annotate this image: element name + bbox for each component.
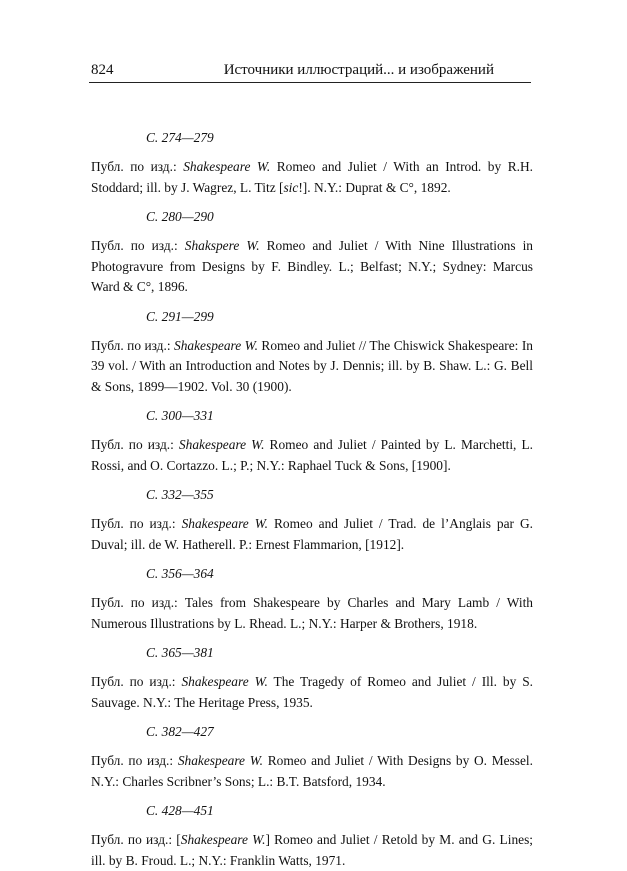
entry-text: Публ. по изд.: Shakespeare W. Romeo and Juliet / With Designs by O. Messel. N.Y.: Charles Scribner’s Sons; L.: B.T. Batsford, 1934. (91, 753, 534, 789)
source-entry (91, 644, 533, 713)
entry-text: Публ. по изд.: Shakspere W. Romeo and Juliet / With Nine Illustrations in Photogravure from Designs by F. Bindley. L.; Belfast; N.Y.; Sydney: Marcus Ward & C°, 1896. (91, 238, 533, 294)
entry-pages: С. 332—355 (146, 487, 214, 502)
source-entry (91, 129, 533, 198)
source-entry (91, 486, 533, 555)
sic-mark: sic (283, 179, 299, 195)
entry-author: Shakespeare W. (181, 516, 268, 531)
entry-author: Shakspere W. (184, 238, 260, 253)
entry-text: Публ. по изд.: Shakespeare W. Romeo and Juliet // The Chiswick Shakespeare: In 39 vol. / With an Introduction and Notes by J. Dennis; ill. by B. Shaw. L.: G. Bell & Sons, 1899—1902. Vol. 30 (1900). (91, 337, 533, 394)
entry-pages: С. 365—381 (146, 645, 214, 660)
entry-pages: С. 428—451 (146, 803, 214, 818)
entry-pages: С. 280—290 (146, 209, 214, 224)
source-list (91, 129, 533, 871)
entry-text: Публ. по изд.: Shakespeare W. Romeo and Juliet / With an Introd. by R.H. Stoddard; ill. by J. Wagrez, L. Titz [sic!]. N.Y.: Duprat & C°, 1892. (91, 159, 533, 195)
entry-author: Shakespeare W. (174, 337, 258, 353)
source-entry (91, 407, 533, 476)
entry-pages: С. 291—299 (146, 308, 214, 324)
entry-author: Shakespeare W. (180, 832, 266, 847)
source-entry (91, 802, 533, 871)
entry-text: Публ. по изд.: Shakespeare W. Romeo and Juliet / Painted by L. Marchetti, L. Rossi, and O. Cortazzo. L.; P.; N.Y.: Raphael Tuck & Sons, [1900]. (91, 437, 534, 473)
running-title: Источники иллюстраций... и изображений (223, 62, 494, 78)
source-entry (91, 565, 533, 634)
source-entry (91, 208, 533, 298)
source-entry (91, 308, 533, 398)
entry-pages: С. 274—279 (146, 130, 214, 145)
entry-author: Shakespeare W. (178, 437, 265, 452)
source-entry (91, 723, 533, 792)
entry-author: Shakespeare W. (183, 159, 271, 174)
entry-pages: С. 300—331 (146, 408, 214, 423)
page-number: 824 (91, 62, 114, 78)
entry-text: Публ. по изд.: Shakespeare W. Romeo and Juliet / Trad. de l’Anglais par G. Duval; ill. de W. Hatherell. P.: Ernest Flammarion, [1912]. (91, 516, 533, 552)
entry-pages: С. 382—427 (146, 724, 214, 739)
entry-author: Shakespeare W. (181, 674, 268, 689)
entry-text: Публ. по изд.: Tales from Shakespeare by Charles and Mary Lamb / With Numerous Illustrations by L. Rhead. L.; N.Y.: Harper & Brothers, 1918. (91, 595, 533, 631)
entry-pages: С. 356—364 (146, 566, 214, 581)
page-header (89, 60, 531, 83)
entry-author: Shakespeare W. (177, 753, 263, 768)
entry-text: Публ. по изд.: Shakespeare W. The Tragedy of Romeo and Juliet / Ill. by S. Sauvage. N.Y.: The Heritage Press, 1935. (91, 674, 534, 710)
entry-text: Публ. по изд.: [Shakespeare W.] Romeo and Juliet / Retold by M. and G. Lines; ill. by B. Froud. L.; N.Y.: Franklin Watts, 1971. (91, 832, 534, 868)
